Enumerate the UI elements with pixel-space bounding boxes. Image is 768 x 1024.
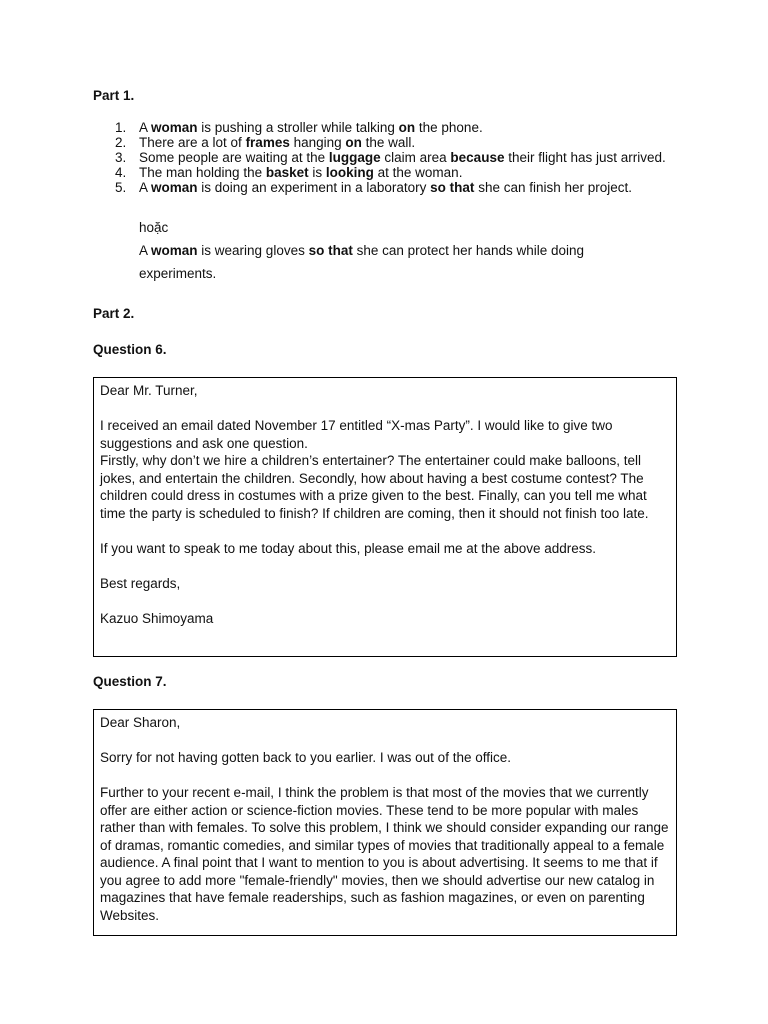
text-segment: A <box>139 180 152 195</box>
bold-keyword: woman <box>151 120 198 135</box>
text-segment: their flight has just arrived. <box>504 150 666 165</box>
part1-heading: Part 1. <box>93 88 135 103</box>
alt-word: hoặc <box>139 220 169 235</box>
text-segment: is <box>308 165 326 180</box>
letter-signature: Kazuo Shimoyama <box>100 610 214 626</box>
bold-keyword: because <box>450 150 505 165</box>
question6-heading: Question 6. <box>93 342 167 357</box>
text-segment: is wearing gloves <box>197 243 309 258</box>
part2-heading: Part 2. <box>93 306 135 321</box>
item-text <box>139 135 415 150</box>
text-segment: The man holding the <box>139 165 266 180</box>
text-segment: at the woman. <box>373 165 463 180</box>
list-item <box>115 120 675 135</box>
question6-answer-box <box>93 377 677 657</box>
bold-keyword: frames <box>245 135 290 150</box>
item-number: 2. <box>115 135 127 150</box>
bold-keyword: on <box>398 120 416 135</box>
text-segment: Some people are waiting at the <box>139 150 329 165</box>
item-number: 3. <box>115 150 127 165</box>
item-number: 1. <box>115 120 127 135</box>
letter-closing-line: If you want to speak to me today about this, please email me at the above address. <box>100 540 597 556</box>
alternative-answer <box>139 216 679 285</box>
list-item <box>115 135 675 150</box>
text-segment: she can protect her hands while doing experiments. <box>139 243 585 281</box>
bold-keyword: so that <box>308 243 353 258</box>
bold-keyword: basket <box>265 165 309 180</box>
item-text <box>139 165 462 180</box>
letter-greeting: Dear Sharon, <box>100 715 181 730</box>
text-segment: the phone. <box>415 120 483 135</box>
text-segment: is doing an experiment in a laboratory <box>197 180 431 195</box>
text-segment: is pushing a stroller while talking <box>197 120 399 135</box>
bold-keyword: so that <box>430 180 475 195</box>
list-item <box>115 165 675 180</box>
question7-answer-box <box>93 709 677 936</box>
letter-signoff: Best regards, <box>100 575 181 591</box>
text-segment: A <box>139 120 152 135</box>
letter-paragraph: Sorry for not having gotten back to you earlier. I was out of the office. <box>100 750 511 765</box>
bold-keyword: woman <box>151 243 198 258</box>
bold-keyword: on <box>345 135 362 150</box>
item-text <box>139 180 632 195</box>
item-text <box>139 150 666 165</box>
item-number: 4. <box>115 165 127 180</box>
bold-keyword: looking <box>325 165 374 180</box>
alt-sentence <box>139 239 619 285</box>
letter-paragraph: Further to your recent e-mail, I think the problem is that most of the movies that we currently offer are either action or science-fiction movies. These tend to be more popular with males rather than with females. To solve this problem, I think we should consider expanding our range of dramas, romantic comedies, and similar types of movies that traditionally appeal to a female audience. A final point that I want to mention to you is about advertising. It seems to me that if you agree to add more "female-friendly" movies, then we should advertise our new catalog in magazines that have female readerships, such as fashion magazines, or even on parenting Websites. <box>100 785 669 923</box>
text-segment: hanging <box>289 135 346 150</box>
text-segment: claim area <box>380 150 451 165</box>
list-item <box>115 180 675 195</box>
question7-heading: Question 7. <box>93 674 167 689</box>
part1-list <box>115 120 675 195</box>
text-segment: A <box>139 243 152 258</box>
text-segment: she can finish her project. <box>474 180 633 195</box>
bold-keyword: woman <box>151 180 198 195</box>
item-number: 5. <box>115 180 127 195</box>
letter-greeting: Dear Mr. Turner, <box>100 383 198 398</box>
list-item <box>115 150 675 165</box>
text-segment: There are a lot of <box>139 135 246 150</box>
bold-keyword: luggage <box>328 150 381 165</box>
letter-body: I received an email dated November 17 entitled “X-mas Party”. I would like to give two suggestions and ask one question. Firstly, why don’t we hire a children’s entertainer? The entertainer could make balloons, tell jokes, and entertain the children. Secondly, how about having a best costume contest? The children could dress in costumes with a prize given to the best. Finally, can you tell me what time the party is scheduled to finish? If children are coming, then it should not finish too late. <box>100 418 649 521</box>
item-text <box>139 120 483 135</box>
text-segment: the wall. <box>361 135 416 150</box>
